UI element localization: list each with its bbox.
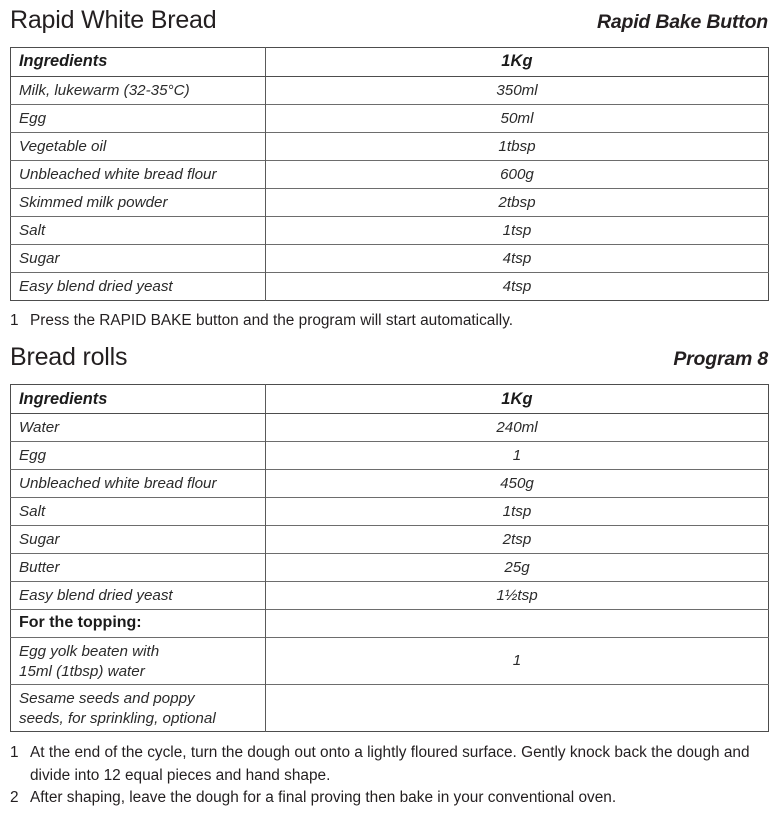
column-header-quantity: 1Kg [266,385,769,414]
ingredient-quantity: 1tbsp [266,133,769,161]
instructions-bread-rolls [0,742,780,809]
spacer-before-steps-2 [0,732,780,742]
table-row [11,77,769,105]
table-row [11,498,769,526]
ingredient-quantity: 4tsp [266,245,769,273]
instructions-rapid-white-bread [0,310,780,332]
ingredient-quantity: 350ml [266,77,769,105]
recipe-title: Bread rolls [10,343,128,372]
ingredient-quantity: 1tsp [266,217,769,245]
ingredient-quantity: 450g [266,470,769,498]
ingredients-table-bread-rolls [10,384,769,732]
step-text: At the end of the cycle, turn the dough out onto a lightly floured surface. Gently knock back the dough and divide into 12 equal pieces and hand shape. [30,744,750,784]
step-number: 2 [10,788,19,806]
ingredient-name: Sugar [11,245,266,273]
instruction-step [10,787,766,809]
ingredient-quantity [266,610,769,638]
column-header-ingredients: Ingredients [11,385,266,414]
instruction-step [10,310,766,332]
ingredient-name: Salt [11,217,266,245]
instruction-step [10,742,766,787]
ingredient-name [11,685,266,732]
ingredient-name-line1: Sesame seeds and poppy [19,690,195,708]
ingredient-quantity: 240ml [266,414,769,442]
ingredient-name: Butter [11,554,266,582]
spacer-after-heading-2 [0,372,780,384]
table-row [11,638,769,685]
ingredient-name: Skimmed milk powder [11,189,266,217]
column-header-quantity: 1Kg [266,48,769,77]
spacer-between-sections [0,332,780,343]
ingredient-name: Egg [11,105,266,133]
table-header-row [11,48,769,77]
ingredient-quantity: 2tbsp [266,189,769,217]
step-number: 1 [10,312,19,329]
ingredient-quantity: 50ml [266,105,769,133]
ingredients-table-rapid-white-bread [10,47,769,301]
ingredient-name: Vegetable oil [11,133,266,161]
ingredient-name-line2: 15ml (1tbsp) water [19,663,145,681]
ingredient-quantity [266,685,769,732]
ingredient-name: Egg [11,442,266,470]
ingredient-name: Milk, lukewarm (32-35°C) [11,77,266,105]
table-row [11,161,769,189]
table-row [11,217,769,245]
table-row [11,105,769,133]
table-header-row [11,385,769,414]
ingredient-name-line1: Egg yolk beaten with [19,643,160,661]
ingredient-name: Unbleached white bread flour [11,470,266,498]
table-row [11,189,769,217]
step-text: Press the RAPID BAKE button and the program will start automatically. [30,312,514,329]
topping-subheading: For the topping: [11,610,266,638]
spacer-before-steps-1 [0,301,780,310]
table-row [11,685,769,732]
column-header-ingredients: Ingredients [11,48,266,77]
table-row [11,442,769,470]
table-row [11,273,769,301]
ingredient-name: Sugar [11,526,266,554]
ingredient-name: Water [11,414,266,442]
ingredient-quantity: 2tsp [266,526,769,554]
ingredient-name: Easy blend dried yeast [11,582,266,610]
table-row [11,245,769,273]
ingredient-quantity: 600g [266,161,769,189]
ingredient-name: Unbleached white bread flour [11,161,266,189]
step-text: After shaping, leave the dough for a final proving then bake in your conventional oven. [30,788,617,806]
table-row [11,414,769,442]
recipe-title: Rapid White Bread [10,6,217,34]
ingredient-quantity: 1 [266,638,769,685]
step-number: 1 [10,744,19,762]
section-header-bread-rolls [0,343,780,372]
ingredient-quantity: 1 [266,442,769,470]
ingredient-quantity: 25g [266,554,769,582]
program-label: Program 8 [673,348,768,371]
spacer-after-heading-1 [0,35,780,47]
ingredient-name: Easy blend dried yeast [11,273,266,301]
ingredient-name [11,638,266,685]
section-header-rapid-white-bread [0,6,780,35]
ingredient-quantity: 4tsp [266,273,769,301]
table-subheading-row [11,610,769,638]
table-row [11,582,769,610]
ingredient-name: Salt [11,498,266,526]
table-row [11,133,769,161]
ingredient-quantity: 1tsp [266,498,769,526]
table-row [11,470,769,498]
program-label: Rapid Bake Button [596,11,768,33]
table-row [11,526,769,554]
table-row [11,554,769,582]
ingredient-quantity: 1½tsp [266,582,769,610]
ingredient-name-line2: seeds, for sprinkling, optional [19,710,216,728]
